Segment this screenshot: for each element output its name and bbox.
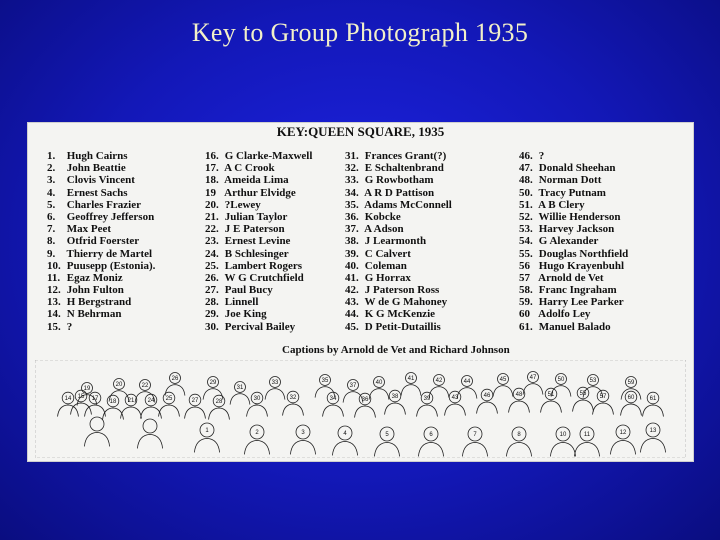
sketch-number: 36: [361, 397, 369, 403]
key-entry-name: J E Paterson: [222, 223, 285, 236]
key-entry: [519, 199, 628, 211]
key-column-2: [205, 150, 312, 333]
key-entry: [345, 211, 452, 223]
key-entry-name: Ernest Levine: [222, 235, 291, 248]
key-entry-number: 44.: [345, 308, 359, 321]
key-entry: [345, 235, 452, 247]
key-entry-name: Paul Bucy: [222, 284, 273, 297]
key-entry-number: 2.: [47, 162, 56, 175]
key-entry: [47, 211, 155, 223]
key-entry-number: 56: [519, 259, 530, 272]
key-entry: [519, 174, 628, 186]
key-entry-name: Geoffrey Jefferson: [64, 210, 155, 223]
sketch-number: 21: [127, 398, 135, 404]
key-entry-number: 22.: [205, 223, 219, 236]
key-entry-name: C Calvert: [362, 247, 411, 260]
sketch-number: 39: [423, 396, 431, 402]
key-entry-number: 5.: [47, 198, 56, 211]
key-entry-number: 58.: [519, 284, 533, 297]
key-entry-number: 15.: [47, 320, 61, 333]
key-entry-number: 9.: [47, 247, 56, 260]
key-entry-number: 43.: [345, 296, 359, 309]
key-entry: [205, 174, 312, 186]
key-entry: [345, 223, 452, 235]
key-entry-number: 3.: [47, 174, 56, 187]
key-entry-name: Hugh Cairns: [64, 150, 128, 162]
key-entry-name: Ernest Sachs: [64, 186, 128, 199]
sketch-number: 60: [627, 395, 635, 401]
sketch-number: 26: [171, 376, 179, 382]
key-entry: [519, 296, 628, 308]
key-entry: [519, 187, 628, 199]
key-entry-number: 51.: [519, 198, 533, 211]
sketch-number: 44: [463, 379, 471, 385]
key-entry-name: Arthur Elvidge: [222, 186, 296, 199]
slide-title: Key to Group Photograph 1935: [191, 18, 529, 47]
key-entry-number: 60: [519, 308, 530, 321]
key-entry-number: 8.: [47, 235, 56, 248]
key-entry-number: 13.: [47, 296, 61, 309]
key-entry-number: 32.: [345, 162, 359, 175]
key-entry-number: 29.: [205, 308, 219, 321]
sketch-number: 37: [349, 383, 357, 389]
key-entry: [47, 199, 155, 211]
sketch-number: 31: [236, 385, 244, 391]
key-entry: [205, 308, 312, 320]
key-entry-name: Adolfo Ley: [536, 308, 591, 321]
key-entry: [205, 260, 312, 272]
key-entry-name: A Adson: [362, 223, 404, 236]
key-entry-number: 54.: [519, 235, 533, 248]
key-entry-number: 25.: [205, 259, 219, 272]
key-entry-number: 11.: [47, 271, 61, 284]
key-entry: [345, 199, 452, 211]
sketch-number: 50: [557, 377, 565, 383]
key-card: [27, 122, 694, 462]
key-entry-name: Egaz Moniz: [64, 271, 123, 284]
key-entry: [519, 235, 628, 247]
sketch-number: 2: [255, 430, 259, 436]
key-entry-number: 48.: [519, 174, 533, 187]
key-entry: [519, 308, 628, 320]
key-entry: [47, 150, 155, 162]
sketch-number: 7: [473, 432, 477, 438]
key-entry-name: Otfrid Foerster: [64, 235, 140, 248]
key-entry-name: E Schaltenbrand: [362, 162, 444, 175]
key-entry: [519, 260, 628, 272]
key-entry-name: Linnell: [222, 296, 259, 309]
sketch-number: 1: [205, 428, 209, 434]
key-entry: [205, 199, 312, 211]
key-entry: [345, 296, 452, 308]
key-entry-name: Max Peet: [64, 223, 112, 236]
key-entry-name: Coleman: [362, 259, 407, 272]
key-entry-name: K G McKenzie: [362, 308, 436, 321]
sketch-number: 3: [301, 430, 305, 436]
sketch-number: 34: [329, 396, 337, 402]
key-entry-name: Willie Henderson: [536, 210, 621, 223]
key-entry-number: 24.: [205, 247, 219, 260]
key-entry: [205, 296, 312, 308]
sketch-number: 59: [627, 380, 635, 386]
key-entry: [47, 284, 155, 296]
key-entry-number: 7.: [47, 223, 56, 236]
key-entry-name: Frances Grant(?): [362, 150, 447, 162]
key-entry-name: A R D Pattison: [362, 186, 435, 199]
key-entry: [345, 321, 452, 333]
key-entry-number: 42.: [345, 284, 359, 297]
key-entry-name: ?: [64, 320, 73, 333]
key-entry-number: 6.: [47, 210, 56, 223]
key-entry-number: 14.: [47, 308, 61, 321]
key-entry: [205, 321, 312, 333]
key-entry-number: 53.: [519, 223, 533, 236]
key-entry-name: ?Lewey: [222, 198, 261, 211]
key-entry-number: 30.: [205, 320, 219, 333]
key-entry: [205, 211, 312, 223]
sketch-number: 4: [343, 431, 347, 437]
sketch-number: 18: [109, 399, 117, 405]
sketch-number: 53: [589, 378, 597, 384]
key-entry-number: 34.: [345, 186, 359, 199]
key-heading: KEY:QUEEN SQUARE, 1935: [276, 124, 445, 139]
key-entry-name: D Petit-Dutaillis: [362, 320, 441, 333]
key-entry-name: Puusepp (Estonia).: [64, 259, 156, 272]
sketch-number: 45: [499, 377, 507, 383]
sketch-number: 5: [385, 432, 389, 438]
sketch-number: 28: [215, 399, 223, 405]
key-entry-number: 37.: [345, 223, 359, 236]
key-entry-number: 46.: [519, 150, 533, 162]
key-entry-number: 38.: [345, 235, 359, 248]
key-entry-number: 45.: [345, 320, 359, 333]
key-entry-name: ?: [536, 150, 545, 162]
key-entry: [47, 187, 155, 199]
key-entry: [205, 235, 312, 247]
key-entry: [345, 162, 452, 174]
key-entry-number: 16.: [205, 150, 219, 162]
sketch-number: 17: [91, 396, 99, 402]
key-entry: [519, 223, 628, 235]
group-sketch: [35, 360, 686, 458]
key-entry-name: Julian Taylor: [222, 210, 288, 223]
key-entry-name: Arnold de Vet: [536, 271, 604, 284]
key-column-4: [519, 150, 628, 333]
key-entry-number: 52.: [519, 210, 533, 223]
key-entry-number: 4.: [47, 186, 56, 199]
key-entry-number: 59.: [519, 296, 533, 309]
key-entry-number: 26.: [205, 271, 219, 284]
key-entry: [205, 150, 312, 162]
key-entry-name: N Behrman: [64, 308, 122, 321]
key-entry-name: John Fulton: [64, 284, 124, 297]
key-entry-name: G Rowbotham: [362, 174, 434, 187]
sketch-number: 30: [253, 396, 261, 402]
key-entry-number: 12.: [47, 284, 61, 297]
key-entry-name: G Horrax: [362, 271, 411, 284]
key-entry-number: 1.: [47, 150, 56, 162]
key-entry: [205, 284, 312, 296]
key-entry-number: 27.: [205, 284, 219, 297]
key-entry: [345, 150, 452, 162]
key-entry: [345, 308, 452, 320]
key-entry: [47, 308, 155, 320]
key-entry-name: John Beattie: [64, 162, 126, 175]
key-entry: [345, 272, 452, 284]
key-entry-number: 61.: [519, 320, 533, 333]
key-entry-number: 19: [205, 186, 216, 199]
key-entry-name: W de G Mahoney: [362, 296, 448, 309]
key-entry-name: H Bergstrand: [64, 296, 132, 309]
key-entry: [47, 296, 155, 308]
key-entry-number: 47.: [519, 162, 533, 175]
key-entry: [47, 162, 155, 174]
sketch-number: 42: [435, 378, 443, 384]
key-entry: [205, 223, 312, 235]
key-entry-name: Clovis Vincent: [64, 174, 135, 187]
key-entry: [519, 248, 628, 260]
key-entry-name: Tracy Putnam: [536, 186, 606, 199]
sketch-number: 24: [147, 398, 155, 404]
sketch-number: 61: [649, 396, 657, 402]
sketch-number: 40: [375, 380, 383, 386]
key-entry: [47, 174, 155, 186]
caption-credit: Captions by Arnold de Vet and Richard Johnson: [282, 344, 510, 356]
sketch-number: 33: [271, 380, 279, 386]
sketch-number: 12: [619, 430, 627, 436]
key-entry: [205, 187, 312, 199]
key-entry-name: W G Crutchfield: [222, 271, 304, 284]
sketch-number: 8: [517, 432, 521, 438]
sketch-number: 27: [191, 398, 199, 404]
key-entry-name: Douglas Northfield: [536, 247, 629, 260]
sketch-number: 32: [289, 395, 297, 401]
key-entry: [47, 248, 155, 260]
key-entry-name: Harry Lee Parker: [536, 296, 624, 309]
key-entry-number: 21.: [205, 210, 219, 223]
key-entry: [47, 272, 155, 284]
key-entry: [519, 321, 628, 333]
key-entry-number: 39.: [345, 247, 359, 260]
key-entry-name: Harvey Jackson: [536, 223, 615, 236]
key-entry-number: 50.: [519, 186, 533, 199]
key-entry-name: Joe King: [222, 308, 267, 321]
key-entry-number: 18.: [205, 174, 219, 187]
sketch-number: 22: [141, 383, 149, 389]
key-entry: [519, 162, 628, 174]
key-entry-name: Manuel Balado: [536, 320, 611, 333]
key-entry: [519, 211, 628, 223]
key-entry-number: 17.: [205, 162, 219, 175]
sketch-number: 11: [583, 432, 591, 438]
sketch-number: 10: [559, 432, 567, 438]
key-entry-number: 36.: [345, 210, 359, 223]
key-entry-number: 35.: [345, 198, 359, 211]
key-entry-number: 57: [519, 271, 530, 284]
key-entry: [345, 248, 452, 260]
key-entry-number: 55.: [519, 247, 533, 260]
sketch-number: 55: [579, 391, 587, 397]
key-entry: [519, 272, 628, 284]
sketch-number: 51: [547, 392, 555, 398]
key-entry-name: Thierry de Martel: [64, 247, 153, 260]
sketch-number: 20: [115, 382, 123, 388]
key-entry: [345, 187, 452, 199]
key-entry-name: A B Clery: [536, 198, 585, 211]
key-entry: [47, 260, 155, 272]
key-entry: [519, 284, 628, 296]
sketch-number: 19: [83, 386, 91, 392]
key-entry-name: Lambert Rogers: [222, 259, 303, 272]
sketch-number: 46: [483, 393, 491, 399]
key-entry-number: 20.: [205, 198, 219, 211]
sketch-number: 47: [529, 375, 537, 381]
key-entry-number: 31.: [345, 150, 359, 162]
key-column-1: [47, 150, 155, 333]
key-entry-number: 40.: [345, 259, 359, 272]
sketch-number: 15: [77, 394, 85, 400]
key-entry-name: Norman Dott: [536, 174, 602, 187]
sketch-number: 41: [407, 376, 415, 382]
key-entry-name: G Clarke-Maxwell: [222, 150, 313, 162]
key-entry-name: Franc Ingraham: [536, 284, 617, 297]
key-entry: [205, 162, 312, 174]
sketch-number: 48: [515, 392, 523, 398]
key-entry-name: Kobcke: [362, 210, 401, 223]
key-entry: [47, 235, 155, 247]
key-entry: [205, 272, 312, 284]
sketch-number: 6: [429, 432, 433, 438]
sketch-number: 38: [391, 394, 399, 400]
key-entry-name: J Paterson Ross: [362, 284, 440, 297]
key-entry: [47, 223, 155, 235]
sketch-number: 43: [451, 395, 459, 401]
key-entry-name: Donald Sheehan: [536, 162, 616, 175]
sketch-number: 57: [599, 394, 607, 400]
key-entry: [519, 150, 628, 162]
sketch-number: 13: [649, 428, 657, 434]
key-entry-number: 10.: [47, 259, 61, 272]
key-entry: [345, 284, 452, 296]
key-entry: [345, 260, 452, 272]
key-entry-name: J Learmonth: [362, 235, 427, 248]
key-entry-name: Ameida Lima: [222, 174, 289, 187]
key-entry-name: Charles Frazier: [64, 198, 141, 211]
key-column-3: [345, 150, 452, 333]
sketch-number: 14: [64, 396, 72, 402]
sketch-number: 25: [165, 396, 173, 402]
key-entry: [47, 321, 155, 333]
key-entry-number: 41.: [345, 271, 359, 284]
sketch-number: 35: [321, 378, 329, 384]
key-entry: [205, 248, 312, 260]
key-entry-number: 23.: [205, 235, 219, 248]
key-entry-name: Adams McConnell: [362, 198, 452, 211]
key-entry-name: Hugo Krayenbuhl: [536, 259, 625, 272]
sketch-number: 29: [209, 380, 217, 386]
key-entry: [345, 174, 452, 186]
key-entry-number: 33.: [345, 174, 359, 187]
key-entry-name: B Schlesinger: [222, 247, 289, 260]
key-entry-name: G Alexander: [536, 235, 599, 248]
key-entry-name: A C Crook: [222, 162, 275, 175]
key-entry-name: Percival Bailey: [222, 320, 296, 333]
key-entry-number: 28.: [205, 296, 219, 309]
